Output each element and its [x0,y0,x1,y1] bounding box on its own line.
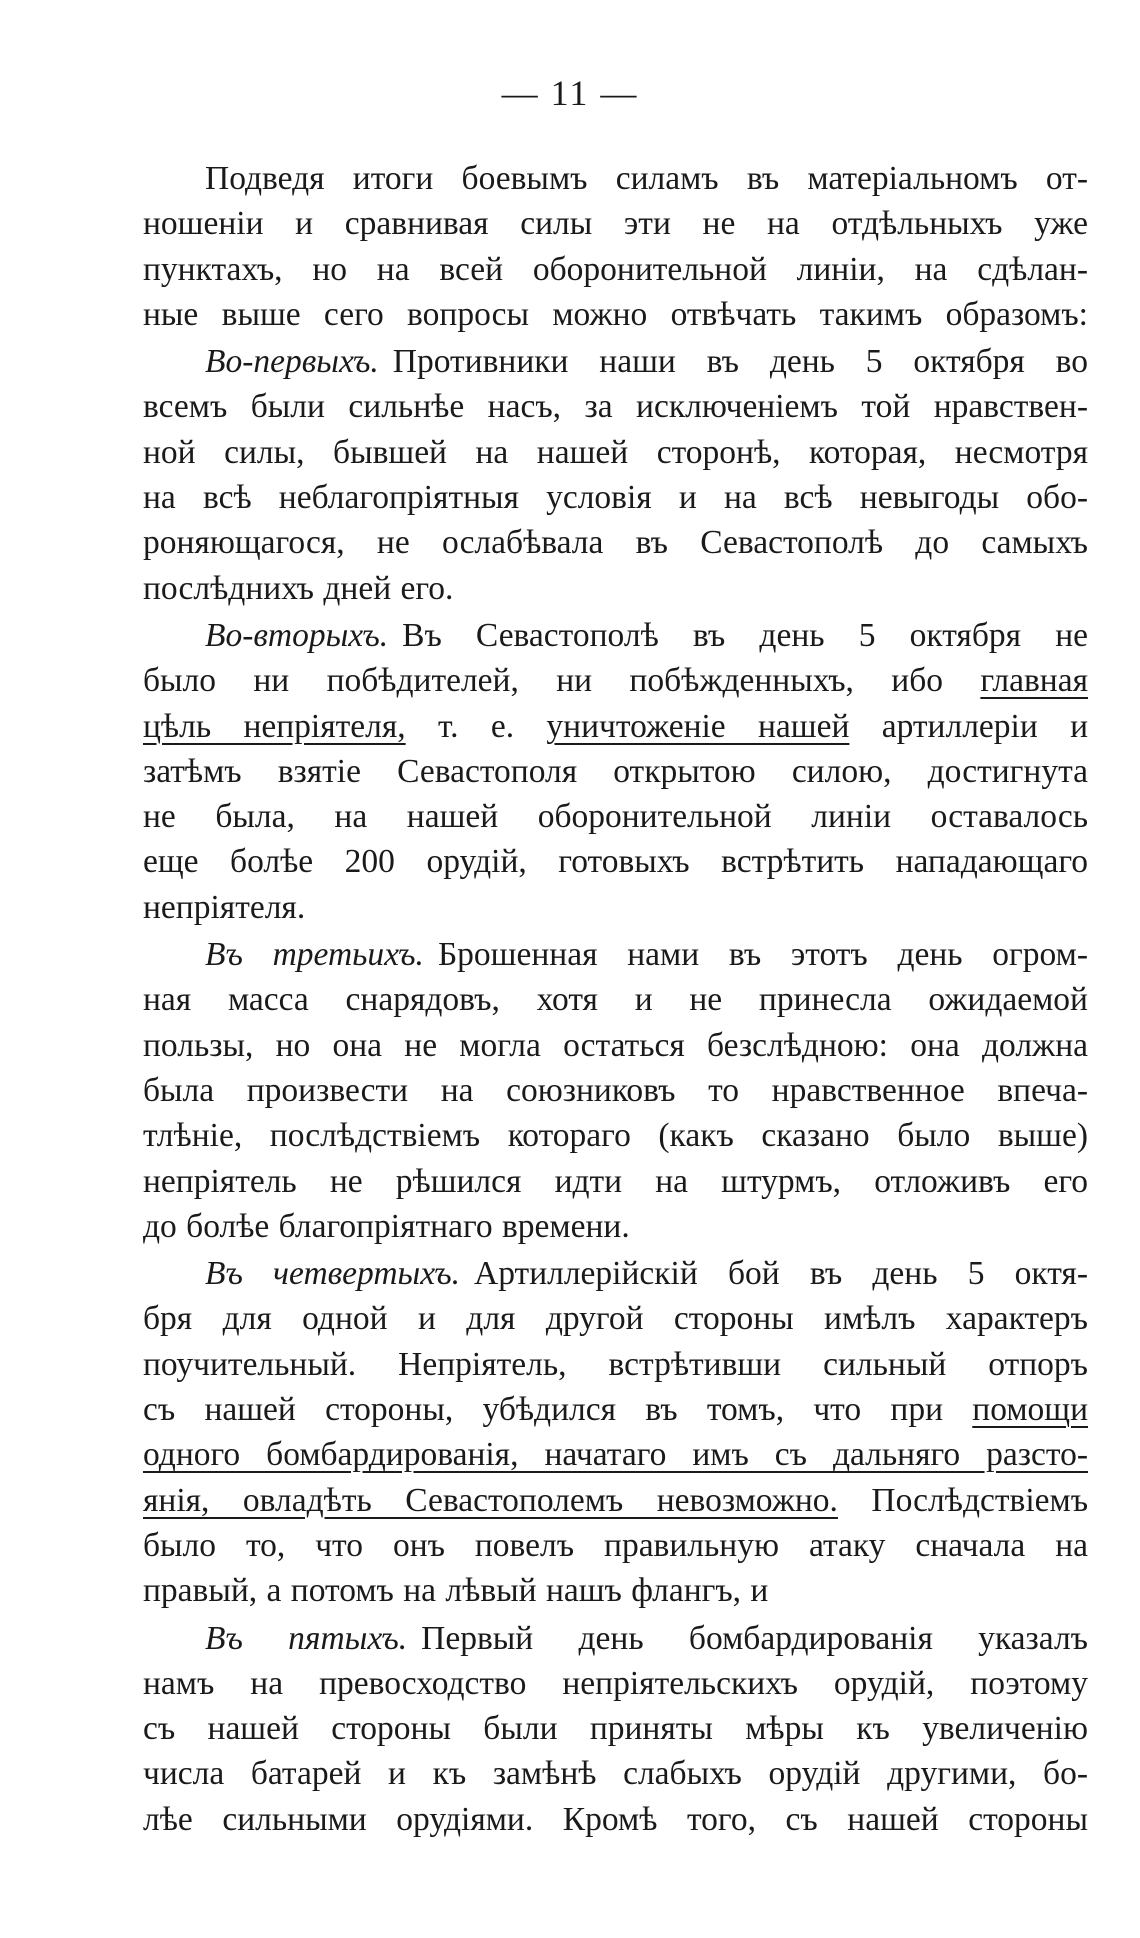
text-line: на всѣ неблагопріятныя условія и на всѣ невыгоды обо- [143,479,1088,517]
text-line [143,1616,1088,1661]
underlined-text: уничтоженіе нашей [546,707,850,745]
text-line [143,613,1088,658]
text-line: съ нашей стороны были приняты мѣры къ увеличенію [143,1710,1088,1748]
text-line [143,1387,1088,1432]
paragraph-lead: Въ пятыхъ. [205,1619,408,1657]
text-line [143,339,1088,384]
line-text: было ни побѣдителей, ни побѣжденныхъ, ибо [143,662,943,700]
text-line: еще болѣе 200 орудій, готовыхъ встрѣтить нападающаго [143,843,1088,881]
text-line: не была, на нашей оборонительной линіи оставалось [143,798,1088,836]
text-line: ной силы, бывшей на нашей сторонѣ, которая, несмотря [143,433,1088,471]
text-line: непріятеля. [143,888,306,926]
text-line: лѣе сильными орудіями. Кромѣ того, съ нашей стороны [143,1800,1088,1838]
text-line: всемъ были сильнѣе насъ, за исключеніемъ той нравствен- [143,388,1088,426]
text-line: пользы, но она не могла остаться безслѣдною: она должна [143,1026,1088,1064]
text-line: непріятель не рѣшился идти на штурмъ, отложивъ его [143,1162,1088,1200]
paragraph-lead: Во-первыхъ. [205,343,379,381]
line-text: Брошенная нами въ этотъ день огром- [437,936,1088,974]
underlined-text: янія, овладѣть Севастополемъ невозможно. [143,1481,838,1519]
text-line: намъ на превосходство непріятельскихъ орудій, поэтому [143,1664,1088,1702]
paragraph-secondly [143,613,1088,930]
paragraph-lead: Во-вторыхъ. [205,616,389,654]
page-body [143,156,1088,1844]
text-line: ная масса снарядовъ, хотя и не принесла ожидаемой [143,981,1088,1019]
text-line [143,704,1088,749]
paragraph-lead: Въ третьихъ. [205,936,424,974]
text-line [143,658,1088,703]
text-line [143,932,1088,977]
text-line: числа батарей и къ замѣнѣ слабыхъ орудій другими, бо- [143,1755,1088,1793]
text-line: тлѣніе, послѣдствіемъ котораго (какъ сказано было выше) [143,1117,1088,1155]
line-text: Противники наши въ день 5 октября во [392,343,1088,381]
underlined-text: главная [980,662,1089,700]
text-line [143,1432,1088,1477]
paragraph-fifthly [143,1616,1088,1842]
text-line: послѣднихъ дней его. [143,569,454,607]
text-line: правый, а потомъ на лѣвый нашъ флангъ, и [143,1572,769,1610]
underlined-text: помощи [972,1391,1089,1429]
line-text: Первый день бомбардированія указалъ [421,1619,1088,1657]
text-line: поучительный. Непріятель, встрѣтивши сильный отпоръ [143,1345,1088,1383]
paragraph-fourthly [143,1251,1088,1613]
line-text: Послѣдствіемъ [871,1481,1089,1519]
underlined-text: цѣль непріятеля, [143,707,406,745]
paragraph-summary [143,156,1088,337]
page-number: — 11 — [501,73,639,113]
paragraph-thirdly [143,932,1088,1249]
text-line [143,1478,1088,1523]
line-text: Артиллерійскій бой въ день 5 октя- [474,1255,1088,1293]
text-line: до болѣе благопріятнаго времени. [143,1207,630,1245]
paragraph-lead: Въ четвертыхъ. [205,1255,461,1293]
text-line: было то, что онъ повелъ правильную атаку сначала на [143,1526,1088,1564]
text-line: бря для одной и для другой стороны имѣлъ характеръ [143,1300,1088,1338]
text-line [143,1251,1088,1296]
line-text: съ нашей стороны, убѣдился въ томъ, что при [143,1391,944,1429]
text-line: роняющагося, не ослабѣвала въ Севастополѣ до самыхъ [143,524,1088,562]
paragraph-firstly [143,339,1088,611]
text-line: пунктахъ, но на всей оборонительной линіи, на сдѣлан- [143,250,1088,288]
line-text: т. е. [438,707,515,745]
underlined-text: одного бомбардированія, начатаго имъ съ дальняго разсто- [143,1436,1088,1474]
line-text: Въ Севастополѣ въ день 5 октября не [402,616,1088,654]
text-line: затѣмъ взятіе Севастополя открытою силою, достигнута [143,752,1088,790]
line-text: артиллеріи и [881,707,1089,745]
text-line: Подведя итоги боевымъ силамъ въ матеріальномъ от- [205,160,1088,197]
text-line: ные выше сего вопросы можно отвѣчать такимъ образомъ: [143,295,1088,333]
text-line: ношеніи и сравнивая силы эти не на отдѣльныхъ уже [143,205,1088,243]
text-line: была произвести на союзниковъ то нравственное впеча- [143,1071,1088,1109]
